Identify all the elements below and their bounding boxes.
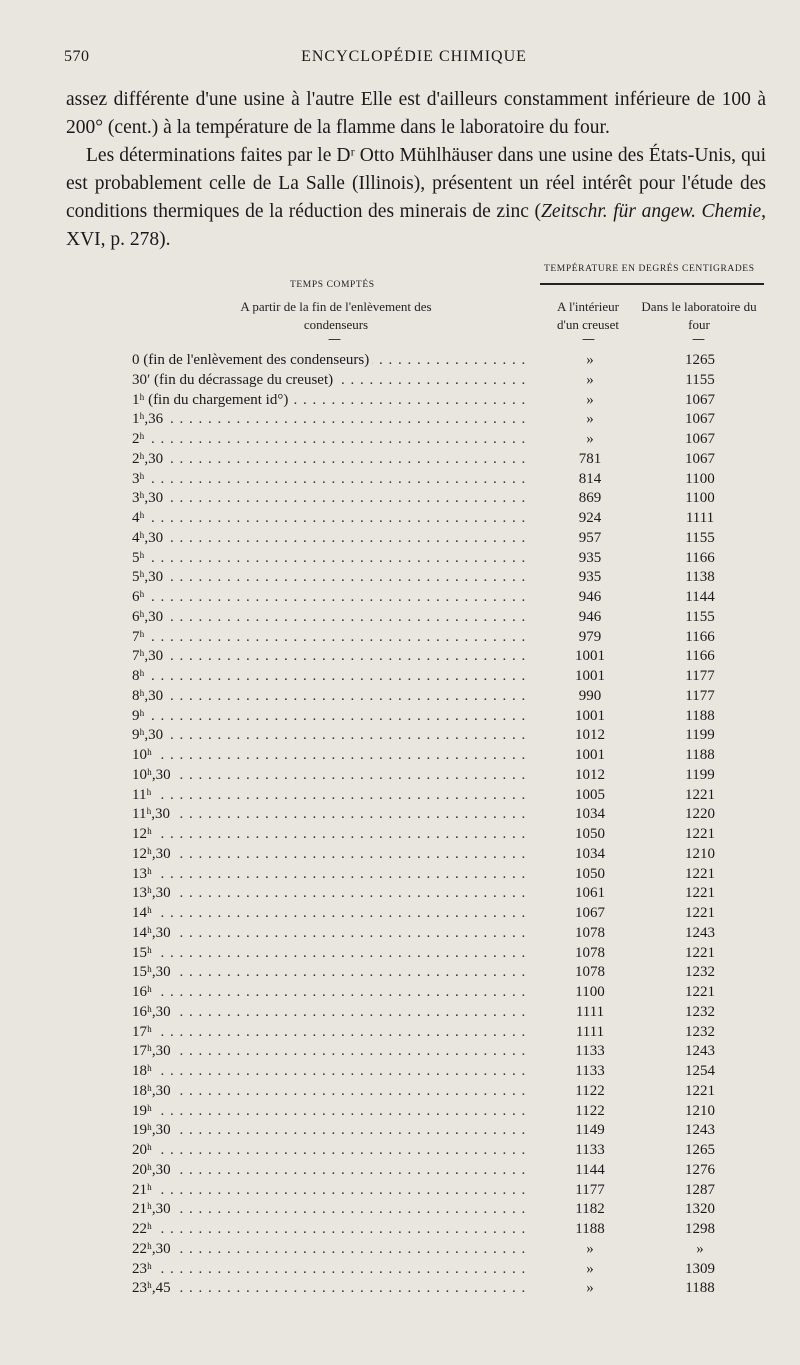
table-row	[0, 1101, 800, 1121]
table-row	[0, 962, 800, 982]
inside-crucible-temp: 1078	[575, 964, 605, 981]
table-row	[0, 1278, 800, 1298]
time-cell	[132, 627, 530, 647]
time-cell	[132, 1219, 530, 1239]
table-row	[0, 409, 800, 429]
furnace-lab-temp: 1221	[685, 826, 715, 842]
time-cell	[132, 350, 530, 370]
time-cell	[132, 370, 530, 390]
table-row	[0, 390, 800, 410]
furnace-lab-temp: 1309	[685, 1260, 715, 1277]
table-row	[0, 429, 800, 449]
table-row	[0, 706, 800, 726]
inside-crucible-temp: 1182	[575, 1201, 605, 1218]
furnace-lab-temp: 1067	[685, 450, 715, 467]
furnace-lab-temp: 1298	[685, 1221, 715, 1237]
inside-crucible-temp: 935	[578, 549, 602, 566]
time-label: 23ʰ,45	[132, 1280, 174, 1296]
time-cell	[132, 804, 530, 824]
time-label: 22ʰ,30	[132, 1241, 174, 1257]
furnace-lab-temp: 1155	[685, 608, 715, 625]
furnace-lab-temp: 1199	[685, 727, 715, 744]
time-cell	[132, 548, 530, 568]
furnace-lab-temp: »	[696, 1240, 704, 1257]
page-header	[64, 48, 764, 72]
time-cell	[132, 1002, 530, 1022]
time-label: 14ʰ,30	[132, 925, 174, 941]
furnace-lab-temp: 1100	[685, 470, 715, 487]
paragraph-1: assez différente d'une usine à l'autre Elle est d'ailleurs constamment inférieure de 100 à 200° (cent.) à la température de la flamme dans le laboratoire du four.	[66, 89, 766, 138]
column-inside-header: A l'intérieur d'un creuset	[557, 299, 619, 332]
inside-crucible-temp: 1005	[575, 786, 605, 803]
time-cell	[132, 390, 530, 410]
furnace-lab-temp: 1243	[685, 924, 715, 941]
time-cell	[132, 1259, 530, 1279]
time-label: 3ʰ	[132, 471, 147, 487]
furnace-lab-temp: 1138	[685, 569, 715, 586]
time-cell	[132, 567, 530, 587]
table-row	[0, 1140, 800, 1160]
furnace-lab-temp: 1320	[685, 1201, 715, 1218]
furnace-lab-temp: 1221	[685, 905, 715, 921]
journal-reference: Zeitschr. für angew. Chemie	[541, 201, 762, 222]
furnace-lab-temp: 1220	[685, 806, 715, 823]
table-row	[0, 1002, 800, 1022]
time-label: 15ʰ,30	[132, 964, 174, 980]
table-row	[0, 1022, 800, 1042]
inside-crucible-temp: 814	[578, 470, 602, 487]
furnace-lab-temp: 1232	[685, 1003, 715, 1020]
inside-crucible-temp: 924	[578, 510, 602, 526]
inside-crucible-temp: 1050	[575, 826, 605, 842]
time-label: 10ʰ,30	[132, 767, 174, 783]
table-row	[0, 883, 800, 903]
time-label: 10ʰ	[132, 747, 155, 763]
table-row	[0, 469, 800, 489]
time-cell	[132, 429, 530, 449]
time-label: 4ʰ	[132, 510, 147, 526]
inside-crucible-temp: »	[586, 352, 594, 368]
inside-crucible-temp: »	[586, 1280, 594, 1297]
time-cell	[132, 449, 530, 469]
time-cell	[132, 409, 530, 429]
inside-crucible-temp: 1012	[575, 727, 605, 744]
table-row	[0, 765, 800, 785]
time-label: 15ʰ	[132, 945, 155, 961]
time-label: 23ʰ	[132, 1261, 155, 1277]
time-label: 16ʰ	[132, 984, 155, 1000]
time-cell	[132, 1199, 530, 1219]
time-label: 11ʰ	[132, 787, 154, 803]
time-label: 1ʰ,36	[132, 411, 166, 427]
inside-crucible-temp: 957	[578, 529, 602, 546]
inside-crucible-temp: 1122	[575, 1102, 605, 1119]
table-row	[0, 725, 800, 745]
table-row	[0, 686, 800, 706]
time-cell	[132, 1180, 530, 1200]
time-cell	[132, 1278, 530, 1298]
table-row	[0, 528, 800, 548]
inside-crucible-temp: 1177	[575, 1181, 605, 1198]
table-row	[0, 903, 800, 923]
time-label: 18ʰ	[132, 1063, 155, 1079]
time-cell	[132, 1101, 530, 1121]
time-cell	[132, 903, 530, 923]
time-cell	[132, 725, 530, 745]
time-label: 3ʰ,30	[132, 490, 166, 506]
time-label: 16ʰ,30	[132, 1004, 174, 1020]
furnace-lab-temp: 1221	[685, 1082, 715, 1099]
inside-crucible-temp: 1149	[575, 1122, 605, 1139]
inside-crucible-temp: 1012	[575, 766, 605, 783]
table-row	[0, 627, 800, 647]
time-label: 5ʰ	[132, 550, 147, 566]
time-label: 20ʰ	[132, 1142, 155, 1158]
table-row	[0, 943, 800, 963]
time-cell	[132, 1022, 530, 1042]
inside-crucible-temp: 1133	[575, 1142, 605, 1158]
time-label: 8ʰ,30	[132, 688, 166, 704]
time-cell	[132, 587, 530, 607]
table-row	[0, 1120, 800, 1140]
inside-crucible-temp: 1122	[575, 1082, 605, 1099]
time-label: 4ʰ,30	[132, 530, 166, 546]
furnace-lab-temp: 1221	[685, 865, 715, 882]
time-label: 11ʰ,30	[132, 806, 173, 822]
time-cell	[132, 962, 530, 982]
furnace-lab-temp: 1232	[685, 1023, 715, 1040]
time-cell	[132, 1120, 530, 1140]
inside-crucible-temp: 946	[578, 589, 602, 605]
inside-crucible-temp: 1001	[575, 668, 605, 684]
time-label: 30′ (fin du décrassage du creuset)	[132, 372, 336, 388]
time-cell	[132, 923, 530, 943]
time-label: 9ʰ	[132, 708, 147, 724]
table-row	[0, 1081, 800, 1101]
time-label: 7ʰ	[132, 629, 147, 645]
table-row	[0, 488, 800, 508]
table-row	[0, 804, 800, 824]
table-row	[0, 982, 800, 1002]
time-label: 1ʰ (fin du chargement id°)	[132, 392, 291, 408]
inside-crucible-temp: 1078	[575, 924, 605, 941]
running-title: ENCYCLOPÉDIE CHIMIQUE	[301, 48, 527, 65]
inside-crucible-temp: »	[586, 1240, 594, 1257]
paragraph-2-text: Les déterminations faites par le Dʳ Otto Mühlhäuser dans une usine des États-Unis, qui est probablement celle de La Salle (Illinois), présentent un réel intérêt pour l'étude des conditions thermiques de la réduction des minerais de zinc (	[66, 145, 766, 222]
inside-crucible-temp: 979	[578, 628, 602, 645]
furnace-lab-temp: 1243	[685, 1122, 715, 1139]
time-cell	[132, 844, 530, 864]
column-inside-dash: —	[582, 332, 595, 347]
furnace-lab-temp: 1232	[685, 964, 715, 981]
time-label: 8ʰ	[132, 668, 147, 684]
time-label: 5ʰ,30	[132, 569, 166, 585]
inside-crucible-temp: 1050	[575, 865, 605, 882]
inside-crucible-temp: »	[586, 431, 594, 447]
inside-crucible-temp: 1061	[575, 885, 605, 902]
table-row	[0, 785, 800, 805]
time-label: 6ʰ	[132, 589, 147, 605]
time-cell	[132, 646, 530, 666]
time-cell	[132, 469, 530, 489]
column-time-header: A partir de la fin de l'enlèvement des condenseurs	[240, 299, 432, 332]
time-cell	[132, 745, 530, 765]
inside-crucible-temp: 946	[578, 608, 602, 625]
inside-crucible-temp: »	[586, 1260, 594, 1277]
inside-crucible-temp: »	[586, 391, 594, 408]
time-cell	[132, 824, 530, 844]
furnace-lab-temp: 1221	[685, 944, 715, 961]
table-row	[0, 1199, 800, 1219]
time-cell	[132, 666, 530, 686]
table-row	[0, 370, 800, 390]
inside-crucible-temp: 1133	[575, 1063, 605, 1079]
time-label: 2ʰ	[132, 431, 147, 447]
time-cell	[132, 1061, 530, 1081]
column-lab-header: Dans le laboratoire du four	[641, 299, 757, 332]
time-label: 6ʰ,30	[132, 609, 166, 625]
time-cell	[132, 785, 530, 805]
time-label: 18ʰ,30	[132, 1083, 174, 1099]
heading-rule	[540, 283, 764, 285]
time-label: 2ʰ,30	[132, 451, 166, 467]
inside-crucible-temp: 935	[578, 569, 602, 586]
table-row	[0, 844, 800, 864]
furnace-lab-temp: 1067	[685, 391, 715, 408]
table-row	[0, 607, 800, 627]
furnace-lab-temp: 1254	[685, 1063, 715, 1079]
paragraph-2	[66, 142, 766, 254]
table-row	[0, 824, 800, 844]
time-cell	[132, 1081, 530, 1101]
furnace-lab-temp: 1067	[685, 411, 715, 428]
time-label: 17ʰ,30	[132, 1043, 174, 1059]
table-row	[0, 1061, 800, 1081]
time-label: 17ʰ	[132, 1024, 155, 1040]
time-cell	[132, 883, 530, 903]
paragraph-2-end: , XVI, p. 278).	[66, 201, 766, 250]
time-label: 12ʰ	[132, 826, 155, 842]
furnace-lab-temp: 1111	[685, 510, 715, 526]
inside-crucible-temp: 1034	[575, 806, 605, 823]
time-cell	[132, 686, 530, 706]
time-label: 9ʰ,30	[132, 727, 166, 743]
furnace-lab-temp: 1265	[685, 1142, 715, 1158]
table-row	[0, 864, 800, 884]
inside-crucible-temp: 1144	[575, 1161, 605, 1178]
furnace-lab-temp: 1155	[685, 371, 715, 388]
time-cell	[132, 1041, 530, 1061]
table-row	[0, 508, 800, 528]
page-number: 570	[64, 48, 90, 65]
furnace-lab-temp: 1221	[685, 786, 715, 803]
table-row	[0, 587, 800, 607]
inside-crucible-temp: 1001	[575, 747, 605, 763]
table-row	[0, 350, 800, 370]
furnace-lab-temp: 1276	[685, 1161, 715, 1178]
inside-crucible-temp: 1133	[575, 1043, 605, 1060]
furnace-lab-temp: 1188	[685, 707, 715, 724]
time-cell	[132, 706, 530, 726]
time-label: 19ʰ,30	[132, 1122, 174, 1138]
time-label: 7ʰ,30	[132, 648, 166, 664]
time-label: 19ʰ	[132, 1103, 155, 1119]
inside-crucible-temp: »	[586, 411, 594, 428]
inside-crucible-temp: 781	[578, 450, 602, 467]
furnace-lab-temp: 1177	[685, 687, 715, 704]
time-label: 0 (fin de l'enlèvement des condenseurs)	[132, 352, 372, 368]
time-cell	[132, 982, 530, 1002]
furnace-lab-temp: 1221	[685, 984, 715, 1000]
furnace-lab-temp: 1265	[685, 352, 715, 368]
table-row	[0, 1160, 800, 1180]
time-label: 21ʰ	[132, 1182, 155, 1198]
time-cell	[132, 528, 530, 548]
temperature-heading: TEMPÉRATURE EN DEGRÉS CENTIGRADES	[544, 264, 755, 274]
inside-crucible-temp: 1067	[575, 905, 605, 921]
table-row	[0, 1180, 800, 1200]
table-row	[0, 666, 800, 686]
time-cell	[132, 607, 530, 627]
furnace-lab-temp: 1166	[685, 628, 715, 645]
time-label: 22ʰ	[132, 1221, 155, 1237]
time-cell	[132, 1239, 530, 1259]
furnace-lab-temp: 1243	[685, 1043, 715, 1060]
time-cell	[132, 864, 530, 884]
time-cell	[132, 765, 530, 785]
table-row	[0, 1239, 800, 1259]
furnace-lab-temp: 1188	[685, 747, 715, 763]
time-label: 12ʰ,30	[132, 846, 174, 862]
furnace-lab-temp: 1166	[685, 549, 715, 566]
table-row	[0, 1041, 800, 1061]
furnace-lab-temp: 1210	[685, 845, 715, 862]
table-row	[0, 745, 800, 765]
table-row	[0, 1259, 800, 1279]
inside-crucible-temp: 869	[578, 490, 602, 507]
furnace-lab-temp: 1177	[685, 668, 715, 684]
table-row	[0, 923, 800, 943]
column-time-dash: —	[328, 332, 341, 347]
table-row	[0, 548, 800, 568]
furnace-lab-temp: 1188	[685, 1280, 715, 1297]
furnace-lab-temp: 1155	[685, 529, 715, 546]
inside-crucible-temp: »	[586, 371, 594, 388]
column-lab-dash: —	[692, 332, 705, 347]
furnace-lab-temp: 1287	[685, 1181, 715, 1198]
inside-crucible-temp: 1100	[575, 984, 605, 1000]
furnace-lab-temp: 1221	[685, 885, 715, 902]
furnace-lab-temp: 1067	[685, 431, 715, 447]
time-cell	[132, 1160, 530, 1180]
time-label: 13ʰ	[132, 866, 155, 882]
time-label: 21ʰ,30	[132, 1201, 174, 1217]
time-label: 13ʰ,30	[132, 885, 174, 901]
time-cell	[132, 488, 530, 508]
furnace-lab-temp: 1210	[685, 1102, 715, 1119]
time-cell	[132, 508, 530, 528]
inside-crucible-temp: 1188	[575, 1221, 605, 1237]
table-row	[0, 646, 800, 666]
inside-crucible-temp: 1111	[575, 1023, 605, 1040]
table-row	[0, 1219, 800, 1239]
inside-crucible-temp: 1034	[575, 845, 605, 862]
time-heading: TEMPS COMPTÉS	[290, 280, 375, 290]
inside-crucible-temp: 990	[578, 687, 602, 704]
inside-crucible-temp: 1001	[575, 707, 605, 724]
inside-crucible-temp: 1111	[575, 1003, 605, 1020]
furnace-lab-temp: 1144	[685, 589, 715, 605]
table-row	[0, 449, 800, 469]
time-cell	[132, 1140, 530, 1160]
furnace-lab-temp: 1166	[685, 648, 715, 665]
furnace-lab-temp: 1100	[685, 490, 715, 507]
inside-crucible-temp: 1078	[575, 944, 605, 961]
time-cell	[132, 943, 530, 963]
time-label: 14ʰ	[132, 905, 155, 921]
furnace-lab-temp: 1199	[685, 766, 715, 783]
inside-crucible-temp: 1001	[575, 648, 605, 665]
table-row	[0, 567, 800, 587]
time-label: 20ʰ,30	[132, 1162, 174, 1178]
